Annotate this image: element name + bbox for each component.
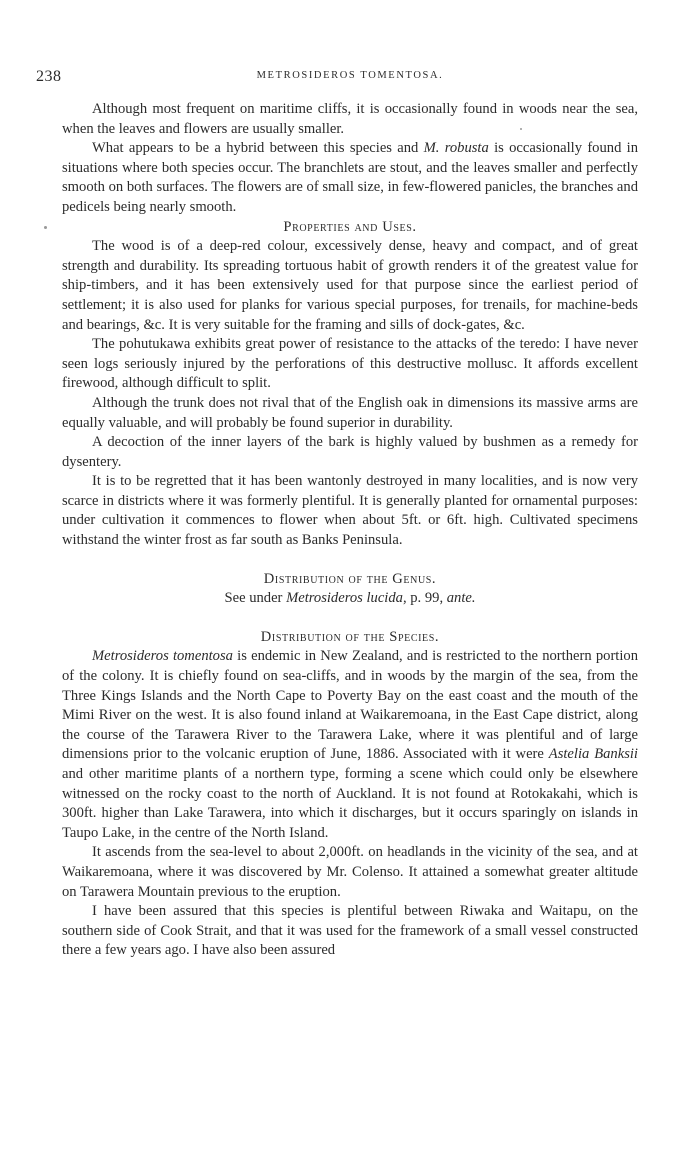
hybrid-text-after: is occasionally found in situations where both species occur. The branchlets are stout, and the leaves smaller and perfectly smooth on both surfaces. The flowers are of small size, in few-flowered panicles, the branches and pedicels being nearly smooth. xyxy=(62,140,639,215)
paragraph-teredo: The pohutukawa exhibits great power of resistance to the attacks of the teredo: I have never seen logs seriously injured by the perforations of this destructive mollusc. It affords excellent firewood, although difficult to split. xyxy=(62,336,638,392)
hybrid-text-before: What appears to be a hybrid between this species and xyxy=(92,140,424,157)
page-body xyxy=(62,100,638,961)
astelia-name: Astelia Banksii xyxy=(548,746,638,763)
endemic-text-b: and other maritime plants of a northern type, forming a scene which could only be elsewhere witnessed on the rocky coast to the north of Auckland. It is not found at Rotokakahi, which is 300ft. higher than Lake Tarawera, into which it discharges, but it occurs sparingly on islands in Taupo Lake, in the centre of the North Island. xyxy=(62,766,638,841)
hybrid-species-name: M. robusta xyxy=(423,140,489,157)
page-number: 238 xyxy=(36,68,62,85)
paragraph-decoction: A decoction of the inner layers of the bark is highly valued by bushmen as a remedy for dysentery. xyxy=(62,434,638,470)
running-title: METROSIDEROS TOMENTOSA. xyxy=(256,70,444,81)
heading-properties-uses: Properties and Uses. xyxy=(283,218,417,235)
endemic-text-a: is endemic in New Zealand, and is restricted to the northern portion of the colony. It is chiefly found on sea-cliffs, and in woods by the margin of the sea, from the Three Kings Islands and the North Cape to Poverty Bay on the east coast and the mouth of the Mimi River on the west. It is also found inland at Waikaremoana, in the East Cape district, along the course of the Tarawera River to the Tarawera Lake, where it was plentiful and of large dimensions prior to the volcanic eruption of June, 1886. Associated with it were xyxy=(62,648,639,763)
paragraph-hybrid xyxy=(62,139,638,217)
heading-distribution-genus: Distribution of the Genus. xyxy=(263,570,437,587)
paper-speck xyxy=(520,128,522,130)
genus-see-ante: ante. xyxy=(446,590,476,607)
genus-see-page: , p. 99, xyxy=(402,590,447,607)
paragraph-regretted: It is to be regretted that it has been wantonly destroyed in many localities, and is now very scarce in districts where it was formerly plentiful. It is generally planted for ornamental purposes: under cultivation it commences to flower when about 5ft. or 6ft. high. Cultivated specimens withstand the winter frost as far south as Banks Peninsula. xyxy=(62,473,638,549)
paragraph-wood: The wood is of a deep-red colour, excessively dense, heavy and compact, and of great strength and durability. Its spreading tortuous habit of growth renders it of the greatest value for ship-timbers, and it has been extensively used for that purpose since the earliest period of settlement; it is also used for planks for various special purposes, for trenails, for machine-beds and bearings, &c. It is very suitable for the framing and sills of dock-gates, &c. xyxy=(62,238,638,333)
species-lead-name: Metrosideros tomentosa xyxy=(92,648,233,665)
genus-reference xyxy=(62,589,638,609)
genus-see-species: Metrosideros lucida xyxy=(286,590,403,607)
paragraph-altitude: It ascends from the sea-level to about 2,000ft. on headlands in the vicinity of the sea, and at Waikaremoana, where it was discovered by Mr. Colenso. It attained a somewhat greater altitude on Tarawera Mountain previous to the eruption. xyxy=(62,844,638,900)
genus-see-prefix: See under xyxy=(224,590,287,607)
paragraph-habitat: Although most frequent on maritime cliffs, it is occasionally found in woods near the sea, when the leaves and flowers are usually smaller. xyxy=(62,101,638,137)
running-head xyxy=(0,68,700,88)
paragraph-trunk: Although the trunk does not rival that of the English oak in dimensions its massive arms are equally valuable, and will probably be found superior in durability. xyxy=(62,394,638,431)
paragraph-endemic xyxy=(62,647,638,843)
paragraph-assured: I have been assured that this species is plentiful between Riwaka and Waitapu, on the southern side of Cook Strait, and that it was used for the framework of a small vessel constructed there a few years ago. I have also been assured xyxy=(62,903,638,959)
heading-distribution-species: Distribution of the Species. xyxy=(260,628,440,645)
paper-speck xyxy=(44,226,47,229)
